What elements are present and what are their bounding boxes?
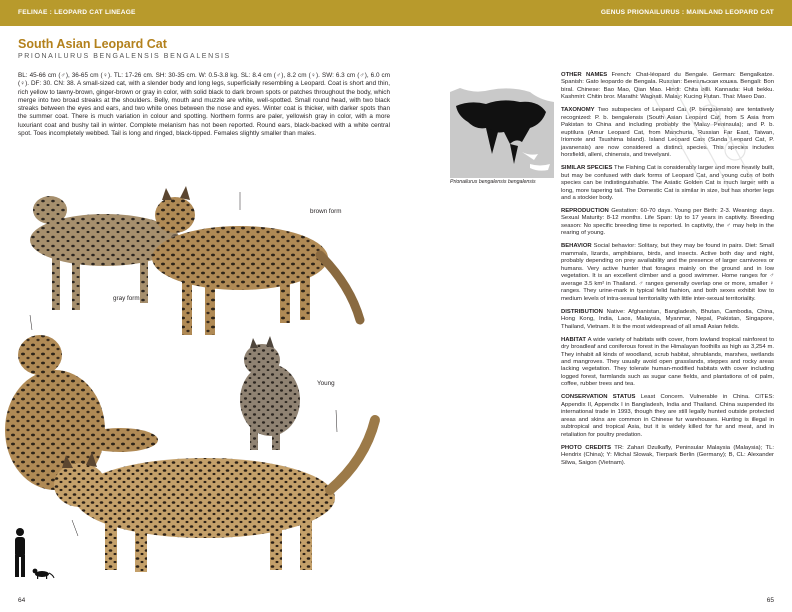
section-behavior: BEHAVIOR Social behavior: Solitary, but they may be found in pairs. Diet: Small mammals, lizards, amphibians, birds, and insects. Active both day and night, probably depending on prey availability and the presence of larger carnivores or humans. Very active hunter that forages mainly on the ground and in low vegetation. It is an excellent climber and a good swimmer. Home ranges for ♂ average 3.5 km² in Thailand. ♂ ranges generally overlap one or more, smaller ♀ ranges. They urine-mark in typical felid fashion, and both sexes exhibit low to medium levels of intra-sexual territoriality with little inter-sexual territoriality. bbox=[561, 243, 775, 302]
human-scale-silhouette bbox=[15, 528, 25, 577]
label-young: Young bbox=[317, 380, 335, 387]
header-band bbox=[0, 0, 792, 26]
section-other-names: OTHER NAMES French: Chat-léopard du Bengale. German: Bengalkatze. Spanish: Gato leopardo de Bengala. Russian: Бенгальская кошка. Bengali: Bon biral. Chinese: Bao Mao, Qian Mao. Hindi: Chita billi. Kannada: Huli bekku. Kashmiri: Chitin bror. Marathi: Waghati. Malay: Kucing Hutan. Thai: Maeo Dao. bbox=[561, 72, 774, 101]
map-caption: Prionailurus bengalensis bengalensis bbox=[450, 179, 536, 185]
label-brown-form: brown form bbox=[310, 208, 342, 215]
cat-scale-silhouette bbox=[33, 569, 54, 579]
page-number-right: 65 bbox=[766, 597, 774, 604]
section-similar-species: SIMILAR SPECIES The Fishing Cat is considerably larger and more heavily built, but may be confused with dark forms of Leopard Cat, and young cubs of both species can be indistinguishable. The Asiatic Golden Cat is much larger with a long, more tapering tail. The Domestic Cat is similar in size, but has shorter legs and a stockier body. bbox=[561, 165, 775, 201]
species-details bbox=[561, 72, 774, 473]
header-right: GENUS PRIONAILURUS : MAINLAND LEOPARD CAT bbox=[600, 9, 774, 16]
section-taxonomy: TAXONOMY Two subspecies of Leopard Cat (P. bengalensis) are tentatively recognized: P. b. bengalensis (South Asian Leopard Cat, from S Asia from Pakistan to China and including probably the Malay Peninsula); and P. b. euptilura (Amur Leopard Cat, from Manchuria, Russian Far East, Taiwan, Iriomote and Tsushima Island). Island Leopard Cats (Sunda Leopard Cat, P. javanensis) are now considered a distinct species. This species includes horsfieldi, alleni, chinensis, and trevelyani. bbox=[561, 107, 774, 159]
page-title: South Asian Leopard Cat bbox=[18, 37, 167, 51]
header-left: FELINAE : LEOPARD CAT LINEAGE bbox=[18, 9, 136, 16]
young-cat bbox=[240, 336, 300, 450]
range-map-graphic bbox=[450, 72, 554, 178]
section-photo-credits: PHOTO CREDITS TR: Zahari Dzulkafly, Peninsular Malaysia (Malaysia); TL: Hendrix (China); Y: Michal Slowak, Tierpark Berlin (Germany); B, CL: Alexander Silwa, Saigon (Vietnam). bbox=[561, 444, 774, 466]
section-habitat: HABITAT A wide variety of habitats with cover, from lowland tropical rainforest to dry broadleaf and coniferous forest in the Himalayan foothills as high as 3,254 m. They inhabit all kinds of woodland, scrub habitat, shrublands, marshes, wetlands and mangroves. They usually avoid open grasslands, steppes and rocky areas lacking vegetation. They tolerate human-modified habitats with cover including logged forest, farmlands such as sugar cane fields, and plantations of oil palm, coffee, rubber trees and tea. bbox=[561, 336, 774, 388]
range-map bbox=[450, 72, 554, 178]
description: BL: 45-66 cm (♂), 36-65 cm (♀). TL: 17-26 cm. SH: 30-35 cm. W: 0.5-3.8 kg. SL: 8.4 cm (♂), 8.2 cm (♀). SW: 6.3 cm (♂), 6.0 cm (♀). DF: 30. CN: 38. A small-sized cat, with a slender body and long legs, superficially resembling a Leopard. Coat is short and thin, rich yellow to tawny-brown, ginger-brown or gray in color, with solid black to dark brown spots or patches throughout the body, which merge into two broad streaks at the shoulders. Belly, mouth and muzzle are white, well-spotted. Small round head, with two black streaks between the eyes and ears, and two white ones between the nose and eyes. Winter coat is thicker, with darker spots than the summer coat. There is much variation in colour and spotting. Northern forms are paler, yellowish gray in color, with a more luxuriant coat and bushy tail in winter. Complete melanism has not been reported. Round ears, black-backed with a white central spot. Toes incompletely webbed. Tail is long and ringed, black-tipped. Females slightly smaller than males. bbox=[18, 72, 390, 138]
page-number-left: 64 bbox=[18, 597, 26, 604]
section-conservation-status: CONSERVATION STATUS Least Concern. Vulnerable in China. CITES: Appendix II, Appendix I in Bangladesh, India and Thailand. China suspended its international trade in 1993, though they are still legally hunted outside protected areas and skins are common in Chinese fur warehouses. Hunting is illegal in subtropical and tropical Asia, but it is widely killed for fur and meat, and in retaliation for poultry predation. bbox=[561, 394, 775, 438]
section-distribution: DISTRIBUTION Native: Afghanistan, Bangladesh, Bhutan, Cambodia, China, Hong Kong, India, Laos, Malaysia, Myanmar, Nepal, Pakistan, Singapore, Thailand, Vietnam. It is the most widespread of all small Asian felids. bbox=[561, 308, 775, 330]
scientific-name: PRIONAILURUS BENGALENSIS BENGALENSIS bbox=[18, 53, 231, 60]
label-gray-form: gray form bbox=[113, 295, 140, 302]
section-reproduction: REPRODUCTION Gestation: 60-70 days. Young per Birth: 2-3. Weaning: days. Sexual Maturity: 8-12 months. Life Span: Up to 17 years in captivity. Breeding season: No specific breeding time is reported. In captivity, the ♂ may help in the rearing of young. bbox=[561, 208, 775, 237]
